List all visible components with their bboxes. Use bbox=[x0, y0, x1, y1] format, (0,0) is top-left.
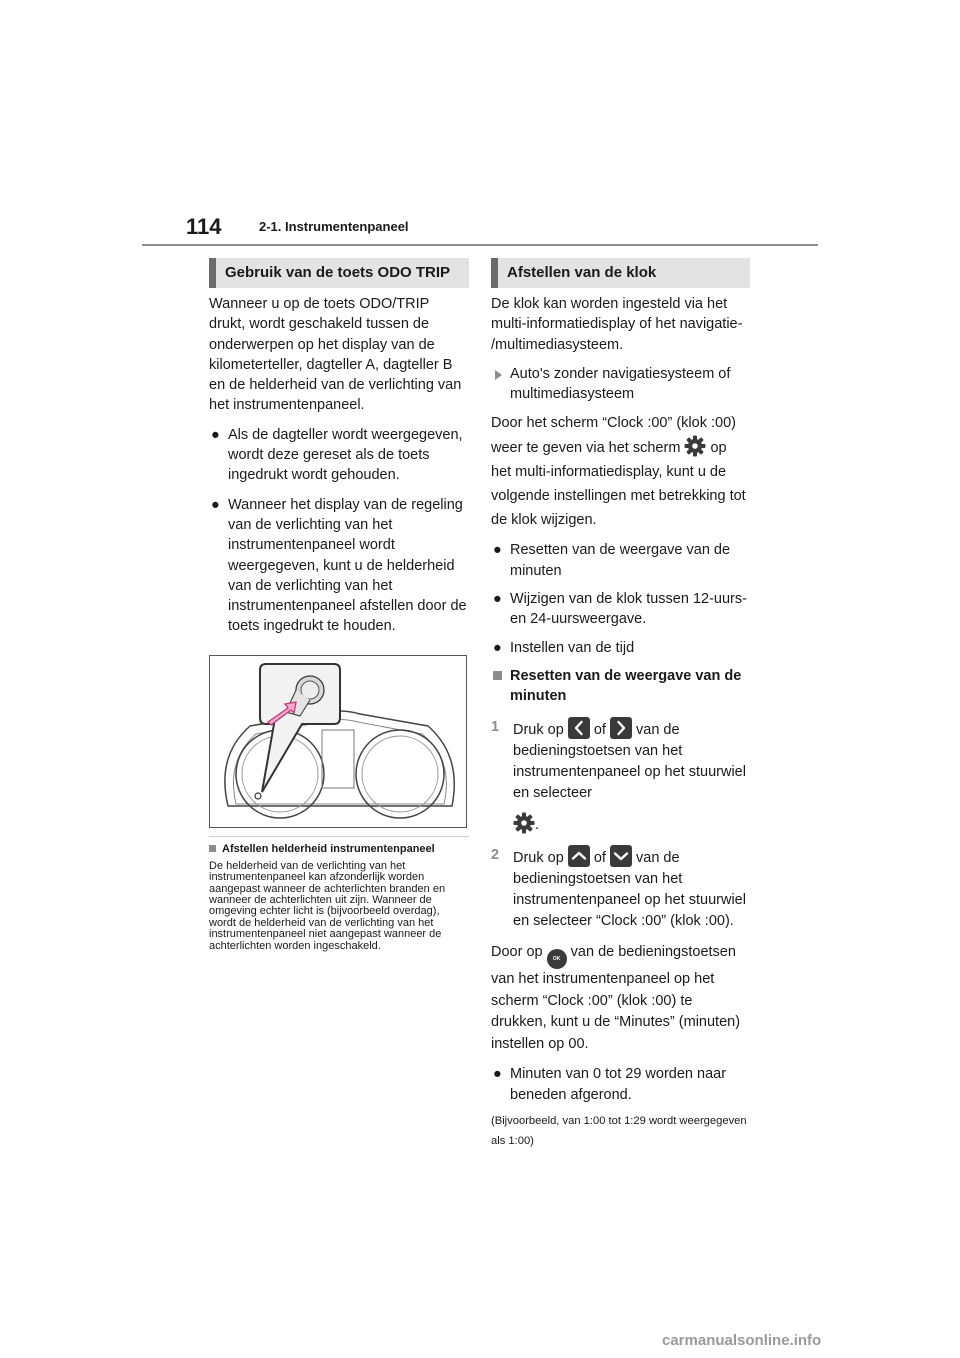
header-divider bbox=[142, 244, 818, 246]
bullet-item: ● Wijzigen van de klok tussen 12-uurs- en 24-uursweergave. bbox=[493, 591, 747, 628]
step-2: 2 Druk op of van de bedieningstoetsen van het instrumentenpaneel op het stuurwiel en selecteer “Clock :00” (klok :00). bbox=[491, 846, 746, 930]
bullet-item: ● Minuten van 0 tot 29 worden naar beneden afgerond. bbox=[493, 1066, 727, 1103]
section-breadcrumb: 2-1. Instrumentenpaneel bbox=[259, 219, 409, 234]
gear-icon bbox=[684, 435, 706, 457]
down-arrow-icon bbox=[610, 845, 632, 867]
bullet-dot: ● bbox=[493, 1066, 502, 1083]
clock-screen-paragraph: Door het scherm “Clock :00” (klok :00) weer te geven via het scherm op het multi-informatiedisplay, kunt u de volgende instellingen met betrekking tot de klok wijzigen. bbox=[491, 415, 746, 529]
arrow-item: Auto's zonder navigatiesysteem of multimediasysteem bbox=[491, 364, 750, 405]
ok-button-icon: OK bbox=[547, 949, 567, 969]
bullet-item bbox=[209, 495, 469, 637]
subheading-reset-minutes: Resetten van de weergave van de minuten bbox=[491, 666, 750, 707]
watermark: carmanualsonline.info bbox=[662, 1332, 822, 1349]
square-bullet bbox=[493, 671, 502, 680]
bullet-dot: ● bbox=[211, 496, 220, 513]
bullet-dot: ● bbox=[493, 542, 502, 559]
bullet-item: ● Instellen van de tijd bbox=[491, 638, 750, 658]
figure-divider bbox=[209, 836, 469, 837]
gear-icon bbox=[513, 812, 535, 834]
bullet-dot: ● bbox=[493, 639, 502, 656]
bullet-text: Als de dagteller wordt weergegeven, wordt deze gereset als de toets ingedrukt wordt gehouden. bbox=[228, 426, 463, 484]
step-1: 1 Druk op of van de bedieningstoetsen van het instrumentenpaneel op het stuurwiel en selecteer . bbox=[491, 717, 750, 837]
instrument-panel-illustration bbox=[209, 655, 467, 828]
up-arrow-icon bbox=[568, 845, 590, 867]
left-column bbox=[209, 258, 469, 952]
bullet-item: ● Resetten van de weergave van de minuten bbox=[493, 542, 731, 579]
bullet-item bbox=[209, 425, 469, 486]
clock-intro: De klok kan worden ingesteld via het multi-informatiedisplay of het navigatie- /multimediasysteem. bbox=[491, 296, 743, 353]
odo-trip-intro: Wanneer u op de toets ODO/TRIP drukt, wordt geschakeld tussen de onderwerpen op het display van de kilometerteller, dagteller A, dagteller B en de helderheid van de verlichting van het instrumentenpaneel. bbox=[209, 296, 462, 414]
page-number: 114 bbox=[186, 214, 222, 239]
section-heading-clock: Afstellen van de klok bbox=[491, 258, 750, 288]
right-arrow-icon bbox=[610, 717, 632, 739]
subheading-brightness: Afstellen helderheid instrumentenpaneel bbox=[209, 843, 469, 855]
square-bullet bbox=[209, 845, 216, 852]
right-column bbox=[491, 258, 750, 1152]
instrument-cluster-drawing bbox=[210, 656, 467, 828]
example-note: (Bijvoorbeeld, van 1:00 tot 1:29 wordt weergegeven als 1:00) bbox=[491, 1114, 747, 1148]
brightness-description: De helderheid van de verlichting van het instrumentenpaneel kan afzonderlijk worden aangepast wanneer de achterlichten branden en wanneer de achterlichten uit zijn. Wanneer de omgeving echter licht is (bijvoorbeeld overdag), wordt de helderheid van de verlichting van het instrumentenpaneel niet aangepast wanneer de achterlichten worden ingeschakeld. bbox=[209, 859, 446, 952]
step-number: 1 bbox=[491, 718, 500, 735]
step-number: 2 bbox=[491, 846, 500, 863]
step-1-gear-wrap: . bbox=[513, 812, 539, 836]
bullet-dot: ● bbox=[493, 591, 502, 608]
left-arrow-icon bbox=[568, 717, 590, 739]
section-heading-odo-trip: Gebruik van de toets ODO TRIP bbox=[209, 258, 469, 288]
arrow-marker bbox=[495, 370, 502, 380]
bullet-dot: ● bbox=[211, 426, 220, 443]
bullet-text: Wanneer het display van de regeling van de verlichting van het instrumentenpaneel wordt weergegeven, kunt u de helderheid van de verlichting van het instrumentenpaneel afstellen door de toets ingedrukt te houden. bbox=[228, 496, 467, 635]
ok-paragraph: Door op OK van de bedieningstoetsen van het instrumentenpaneel op het scherm “Clock :00” (klok :00) te drukken, kunt u de “Minutes” (minuten) instellen op 00. bbox=[491, 944, 741, 1052]
